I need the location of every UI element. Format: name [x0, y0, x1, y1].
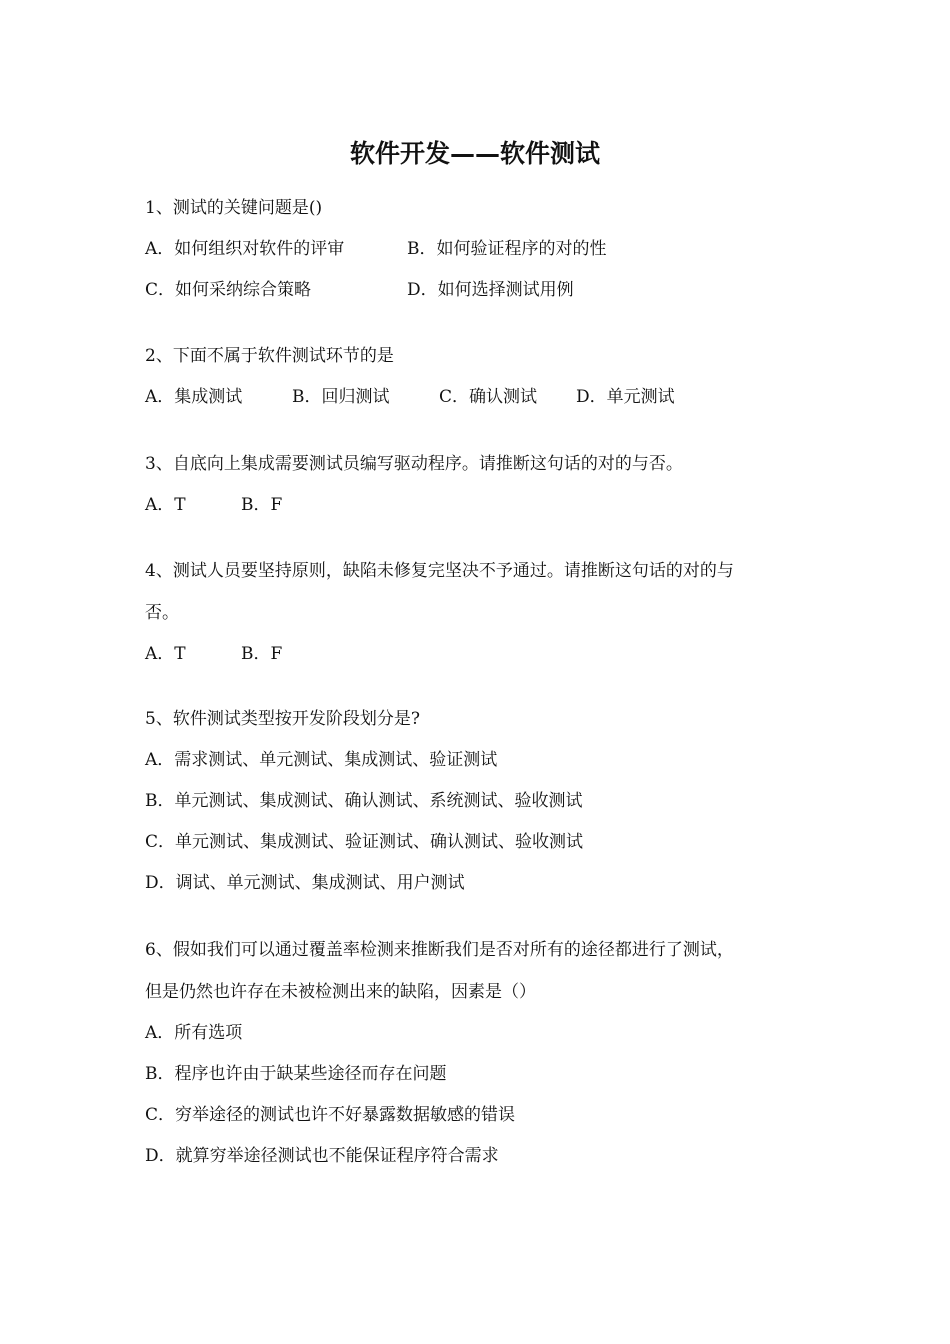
question-1-option-b: B．如何验证程序的对的性: [407, 239, 607, 259]
question-6-stem-line-2: 但是仍然也许存在未被检测出来的缺陷，因素是（）: [145, 982, 536, 1002]
question-5-option-a: A．需求测试、单元测试、集成测试、验证测试: [145, 750, 498, 770]
question-6-option-b: B．程序也许由于缺某些途径而存在问题: [145, 1064, 447, 1084]
question-1-option-d: D．如何选择测试用例: [407, 280, 574, 300]
question-6-option-a: A．所有选项: [145, 1023, 243, 1043]
question-3-option-a: A．T: [145, 495, 186, 515]
question-5-stem: 5、软件测试类型按开发阶段划分是?: [145, 709, 420, 729]
question-5-option-d: D．调试、单元测试、集成测试、用户测试: [145, 873, 465, 893]
question-1-option-a: A．如何组织对软件的评审: [145, 239, 345, 259]
question-2-option-d: D．单元测试: [576, 387, 675, 407]
question-3-stem: 3、自底向上集成需要测试员编写驱动程序。请推断这句话的对的与否。: [145, 454, 683, 474]
question-2-option-c: C．确认测试: [439, 387, 538, 407]
question-1-stem: 1、测试的关键问题是(): [145, 198, 323, 218]
page-title: 软件开发——软件测试: [349, 139, 600, 168]
question-4-option-a: A．T: [145, 644, 186, 664]
question-3-option-b: B．F: [241, 495, 283, 515]
question-4-stem-line-2: 否。: [145, 603, 179, 623]
question-5-option-c: C．单元测试、集成测试、验证测试、确认测试、验收测试: [145, 832, 584, 852]
question-6-option-d: D．就算穷举途径测试也不能保证程序符合需求: [145, 1146, 499, 1166]
question-2-option-a: A．集成测试: [145, 387, 243, 407]
question-4-stem-line-1: 4、测试人员要坚持原则，缺陷未修复完坚决不予通过。请推断这句话的对的与: [145, 561, 734, 581]
question-5-option-b: B．单元测试、集成测试、确认测试、系统测试、验收测试: [145, 791, 583, 811]
question-1-option-c: C．如何采纳综合策略: [145, 280, 312, 300]
question-2-stem: 2、下面不属于软件测试环节的是: [145, 346, 394, 366]
question-2-option-b: B．回归测试: [292, 387, 390, 407]
question-6-option-c: C．穷举途径的测试也许不好暴露数据敏感的错误: [145, 1105, 516, 1125]
question-6-stem-line-1: 6、假如我们可以通过覆盖率检测来推断我们是否对所有的途径都进行了测试，: [145, 940, 734, 960]
question-4-option-b: B．F: [241, 644, 283, 664]
